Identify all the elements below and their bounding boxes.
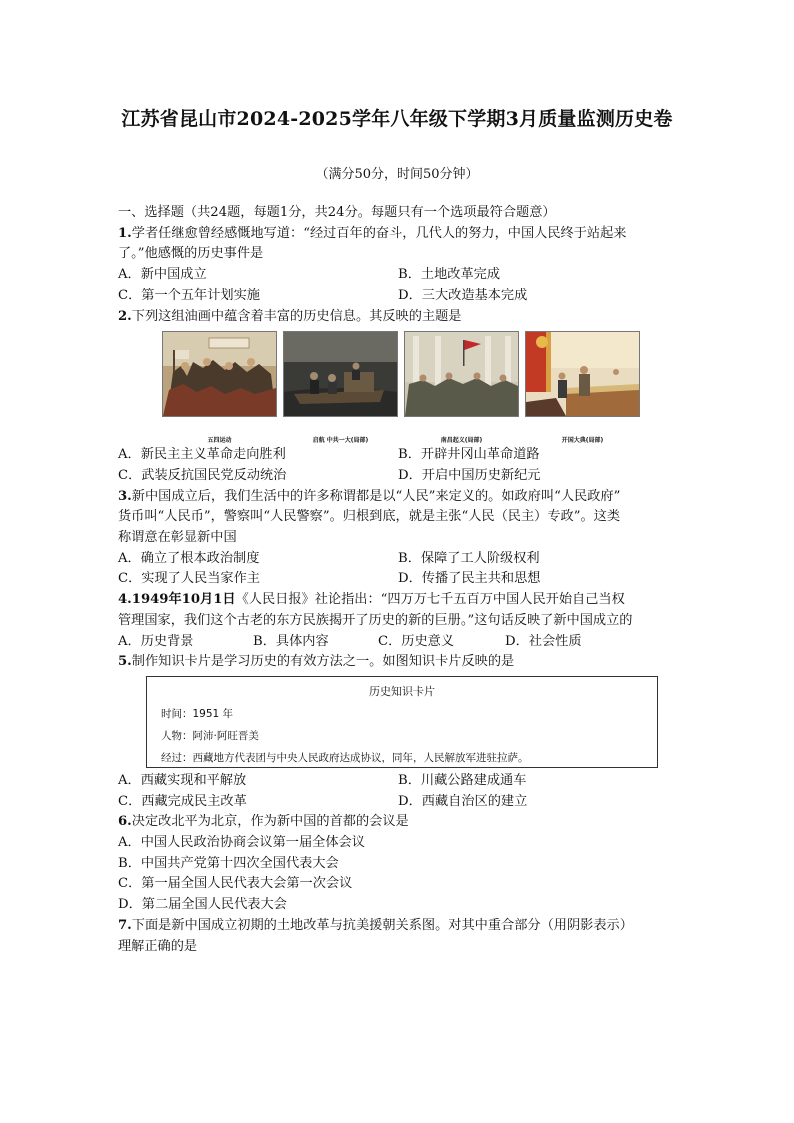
option-d[interactable]: D．传播了民主共和思想 [398, 571, 541, 587]
option-d[interactable]: D．第二届全国人民代表大会 [118, 897, 287, 913]
question-text: 下面是新中国成立初期的土地改革与抗美援朝关系图。对其中重合部分（用阴影表示） [131, 917, 633, 933]
option-c[interactable]: C．第一届全国人民代表大会第一次会议 [118, 876, 353, 892]
question-2 [118, 307, 678, 328]
question-text: 《人民日报》社论指出：“四万万七千五百万中国人民开始自己当权 [235, 592, 625, 608]
question-text: 学者任继愈曾经感慨地写道：“经过百年的奋斗，几代人的努力，中国人民终于站起来 [131, 225, 627, 241]
question-text: 了。”他感慨的历史事件是 [118, 246, 264, 262]
painting-nanchang-uprising [404, 331, 519, 417]
exam-content [118, 203, 678, 957]
card-person: 人物：阿沛·阿旺晋美 [161, 729, 259, 742]
option-c[interactable]: C．西藏完成民主改革 [118, 793, 247, 809]
question-number: 4. [118, 592, 132, 608]
question-number: 2. [118, 308, 132, 324]
caption: 开国大典(局部) [561, 437, 604, 445]
options-row [118, 286, 678, 307]
option-b[interactable]: B．具体内容 [253, 633, 329, 649]
option-d[interactable]: D．开启中国历史新纪元 [398, 467, 541, 483]
options-row [118, 466, 678, 487]
page-title: 江苏省昆山市2024-2025学年八年级下学期3月质量监测历史卷 [121, 108, 673, 130]
card-title: 历史知识卡片 [369, 684, 435, 698]
option-b[interactable]: B．川藏公路建成通车 [398, 772, 527, 788]
option-b[interactable]: B．保障了工人阶级权利 [398, 550, 540, 566]
options-row [118, 632, 678, 653]
knowledge-card [146, 676, 658, 768]
question-3 [118, 487, 678, 508]
question-5 [118, 652, 678, 673]
card-time: 时间：1951 年 [161, 707, 234, 720]
options-row [118, 445, 678, 466]
caption: 五四运动 [207, 437, 232, 445]
question-4 [118, 590, 678, 611]
option-c[interactable]: C．历史意义 [378, 633, 455, 649]
option-a[interactable]: A．西藏实现和平解放 [118, 772, 247, 788]
option-c[interactable]: C．第一个五年计划实施 [118, 287, 260, 303]
option-b[interactable]: B．中国共产党第十四次全国代表大会 [118, 855, 339, 871]
painting-first-congress [283, 331, 398, 417]
question-text: 制作知识卡片是学习历史的有效方法之一。如图知识卡片反映的是 [131, 654, 515, 670]
painting-group [162, 331, 678, 431]
options-row [118, 549, 678, 570]
question-text: 称谓意在彰显新中国 [118, 530, 237, 546]
options-row [118, 771, 678, 792]
question-number: 7. [118, 917, 132, 933]
question-text: 新中国成立后，我们生活中的许多称谓都是以“人民”来定义的。如政府叫“人民政府” [131, 488, 621, 504]
question-date: 1949年10月1日 [131, 592, 236, 608]
question-1 [118, 224, 678, 245]
exam-subtitle: （满分50分，时间50分钟） [315, 167, 479, 182]
question-text: 管理国家，我们这个古老的东方民族揭开了历史的新的巨册。”这句话反映了新中国成立的 [118, 612, 633, 628]
question-7 [118, 916, 678, 937]
option-b[interactable]: B．土地改革完成 [398, 267, 501, 283]
question-text: 货币叫“人民币”，警察叫“人民警察”。归根到底，就是主张“人民（民主）专政”。这类 [118, 509, 621, 525]
option-d[interactable]: D．社会性质 [505, 633, 582, 649]
question-number: 5. [118, 654, 132, 670]
card-event: 经过：西藏地方代表团与中央人民政府达成协议，同年，人民解放军进驻拉萨。 [161, 751, 529, 764]
option-a[interactable]: A．中国人民政治协商会议第一届全体会议 [118, 835, 365, 851]
question-number: 1. [118, 225, 132, 241]
option-a[interactable]: A．确立了根本政治制度 [118, 550, 260, 566]
question-6 [118, 812, 678, 833]
options-row [118, 265, 678, 286]
question-number: 3. [118, 488, 132, 504]
option-b[interactable]: B．开辟井冈山革命道路 [398, 447, 540, 463]
question-text: 下列这组油画中蕴含着丰富的历史信息。其反映的主题是 [131, 308, 462, 324]
painting-founding-ceremony [525, 331, 640, 417]
section-heading: 一、选择题（共24题，每题1分，共24分。每题只有一个选项最符合题意） [118, 205, 556, 220]
option-c[interactable]: C．实现了人民当家作主 [118, 571, 260, 587]
options-row [118, 569, 678, 590]
painting-captions [162, 431, 678, 445]
option-c[interactable]: C．武装反抗国民党反动统治 [118, 467, 287, 483]
caption: 启航 中共一大(局部) [312, 437, 369, 445]
option-a[interactable]: A．新中国成立 [118, 267, 207, 283]
option-d[interactable]: D．三大改造基本完成 [398, 287, 528, 303]
option-d[interactable]: D．西藏自治区的建立 [398, 793, 528, 809]
options-row [118, 792, 678, 813]
option-a[interactable]: A．新民主主义革命走向胜利 [118, 447, 286, 463]
question-text: 理解正确的是 [118, 938, 198, 954]
question-text: 决定改北平为北京，作为新中国的首都的会议是 [131, 814, 409, 830]
option-a[interactable]: A．历史背景 [118, 633, 194, 649]
painting-may-fourth [162, 331, 277, 417]
question-number: 6. [118, 814, 132, 830]
caption: 南昌起义(局部) [440, 437, 483, 445]
